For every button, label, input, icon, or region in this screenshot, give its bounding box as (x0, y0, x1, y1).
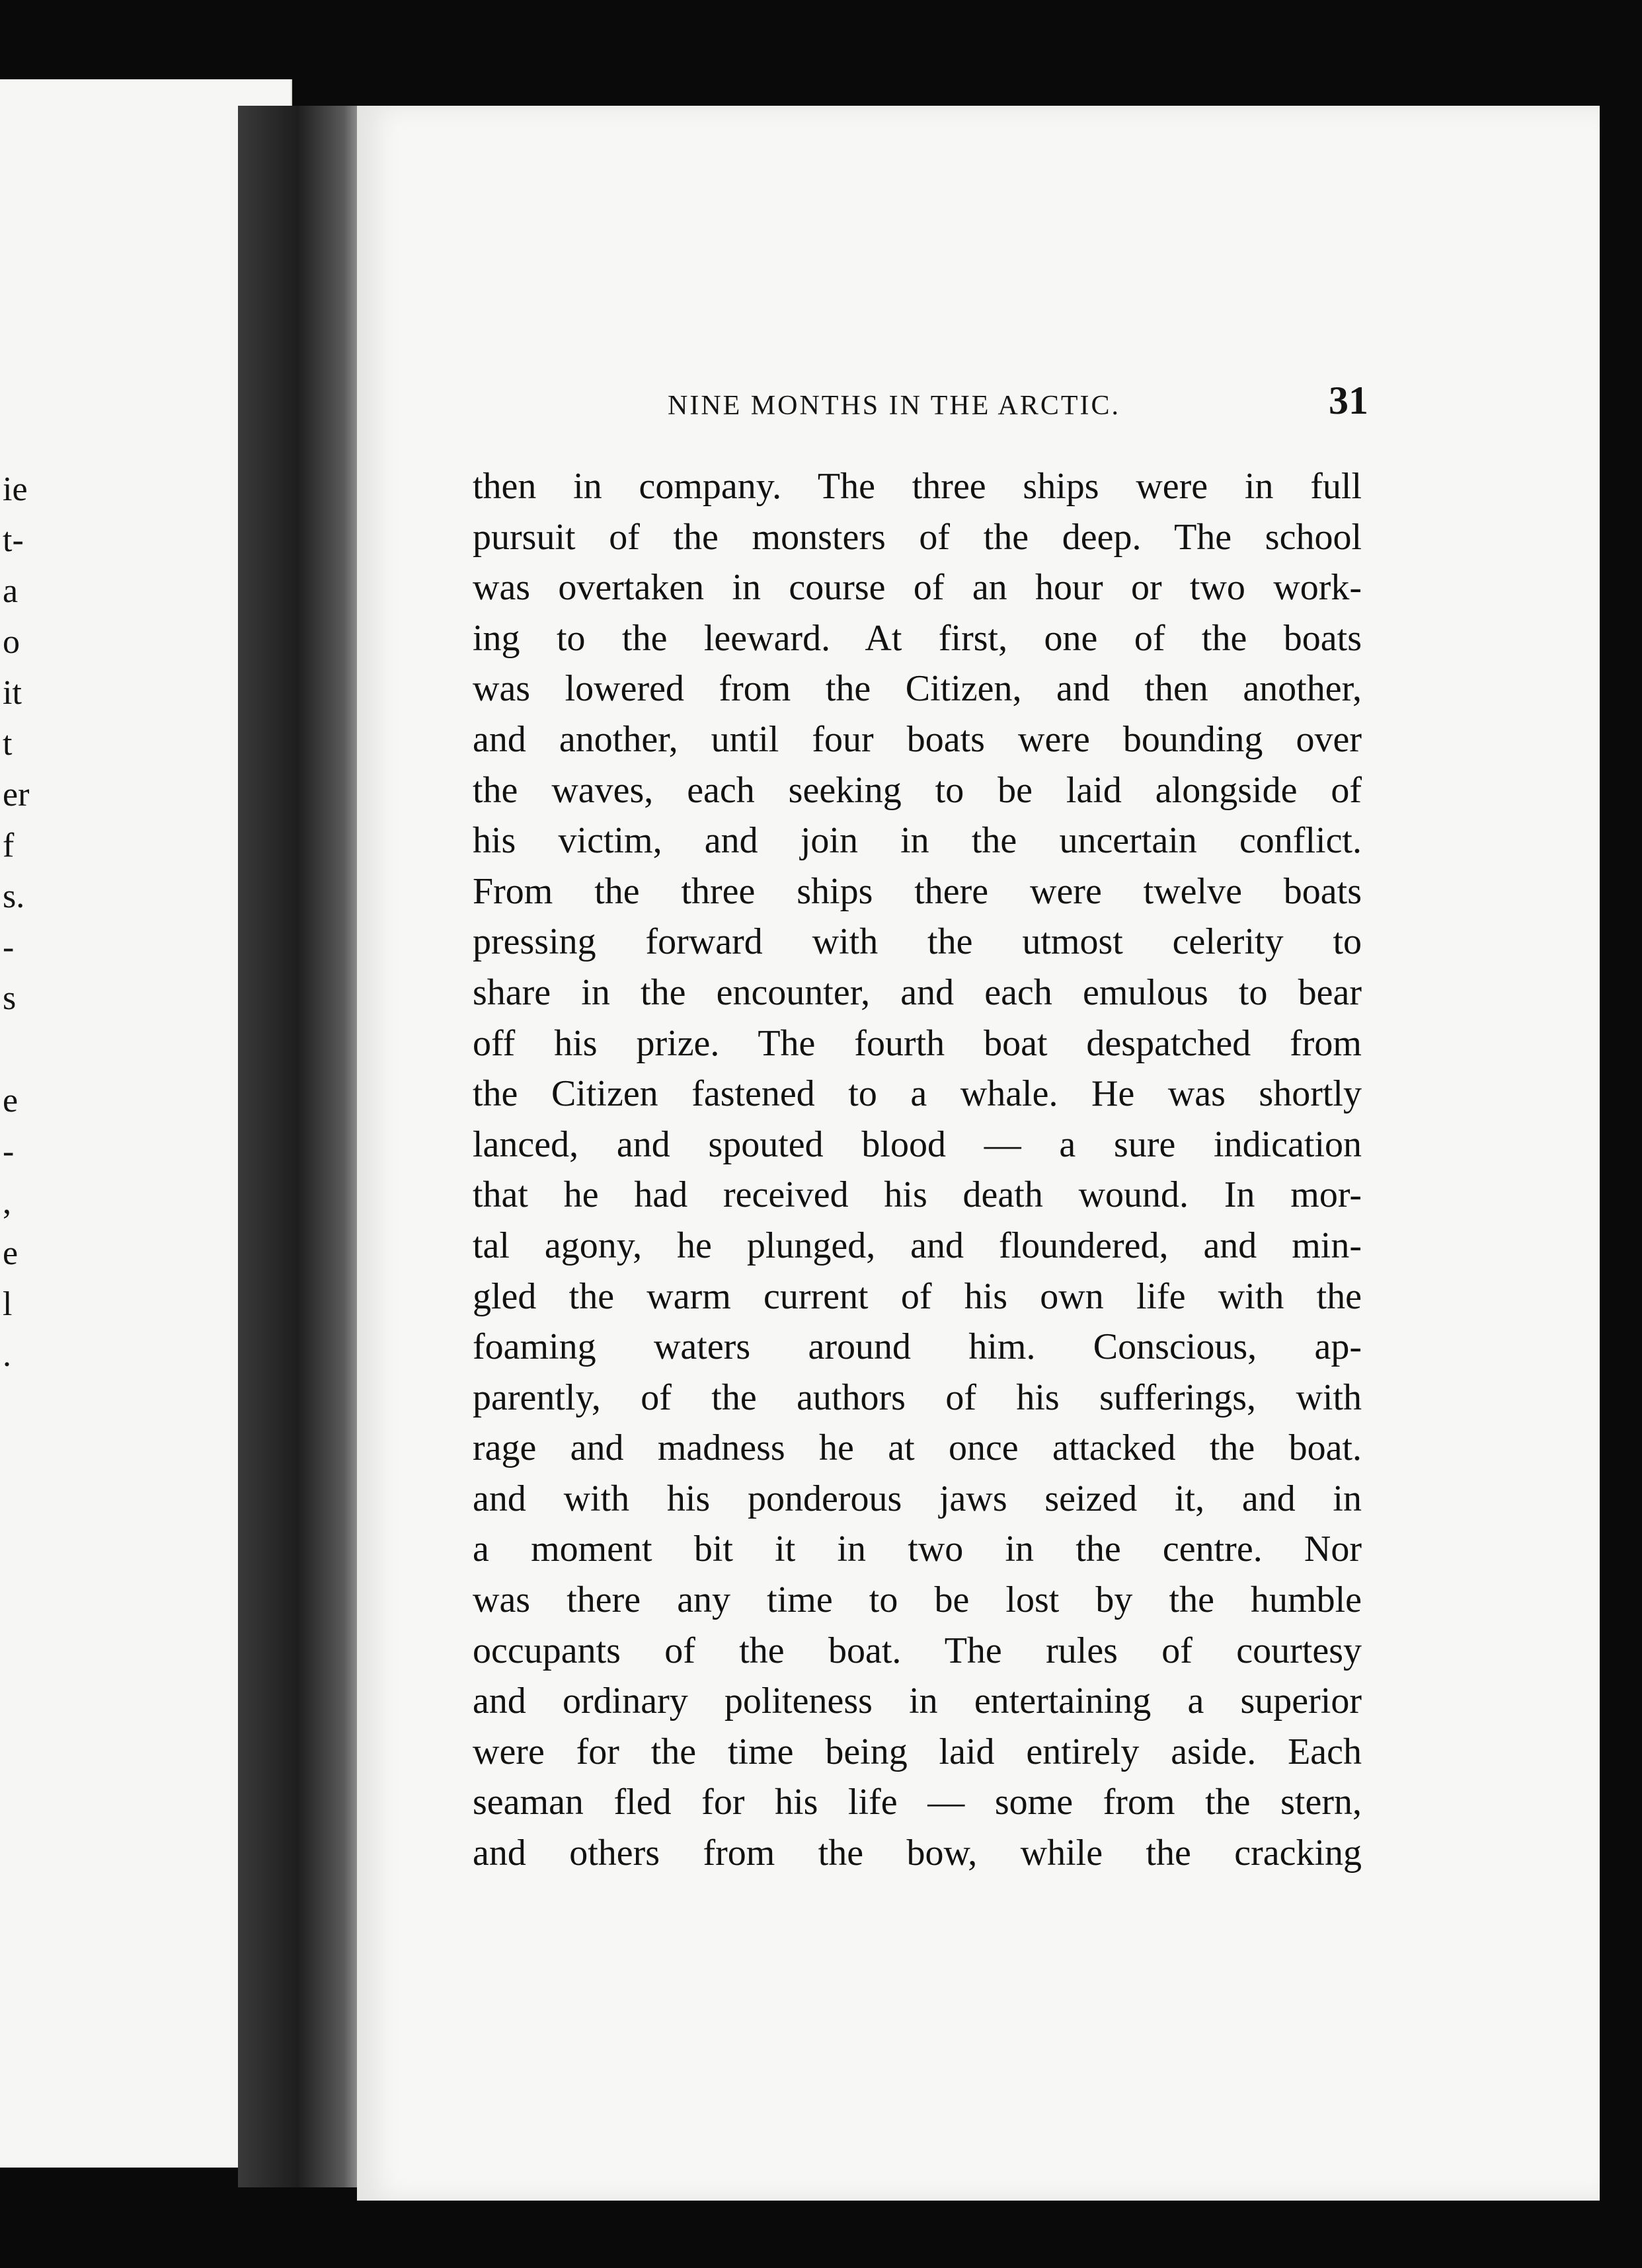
text-line: was overtaken in course of an hour or two work- (473, 567, 1362, 609)
text-line: share in the encounter, and each emulous to bear (473, 971, 1362, 1013)
text-line: parently, of the authors of his sufferings, with (473, 1377, 1362, 1418)
text-line: rage and madness he at once attacked the boat. (473, 1427, 1362, 1469)
fragment: o (3, 623, 20, 661)
fragment: er (3, 776, 30, 813)
fragment: - (3, 928, 15, 966)
page-number: 31 (1329, 379, 1368, 422)
body-text (473, 461, 1362, 1879)
text-line: and another, until four boats were bounding over (473, 718, 1362, 760)
text-line: pressing forward with the utmost celerity to (473, 921, 1362, 963)
text-line: the waves, each seeking to be laid alongside of (473, 769, 1362, 811)
text-line: occupants of the boat. The rules of courtesy (473, 1630, 1362, 1671)
text-line: was lowered from the Citizen, and then another, (473, 668, 1362, 710)
text-line: off his prize. The fourth boat despatched from (473, 1022, 1362, 1064)
fragment: e (3, 1234, 19, 1272)
book-gutter-shadow (238, 106, 370, 2187)
running-head: NINE MONTHS IN THE ARCTIC. (668, 391, 1121, 421)
text-line: pursuit of the monsters of the deep. The school (473, 516, 1362, 558)
text-line: and with his ponderous jaws seized it, and in (473, 1478, 1362, 1519)
text-line: and ordinary politeness in entertaining a superior (473, 1681, 1362, 1722)
text-line: was there any time to be lost by the humble (473, 1579, 1362, 1621)
fragment: l (3, 1285, 13, 1323)
fragment: t- (3, 521, 24, 559)
book-page (357, 106, 1600, 2201)
text-line: the Citizen fastened to a whale. He was shortly (473, 1073, 1362, 1115)
fragment: s. (3, 878, 25, 915)
text-line: that he had received his death wound. In mor- (473, 1174, 1362, 1216)
text-line: then in company. The three ships were in full (473, 466, 1362, 507)
fragment: - (3, 1133, 15, 1170)
fragment: f (3, 827, 15, 864)
fragment: t (3, 725, 13, 763)
fragment: , (3, 1184, 11, 1221)
fragment: it (3, 674, 22, 712)
text-line: foaming waters around him. Conscious, ap- (473, 1326, 1362, 1368)
text-line: From the three ships there were twelve boats (473, 870, 1362, 912)
text-line: were for the time being laid entirely aside. Each (473, 1731, 1362, 1772)
text-line: his victim, and join in the uncertain conflict. (473, 820, 1362, 862)
fragment: a (3, 572, 19, 610)
text-line: ing to the leeward. At first, one of the boats (473, 617, 1362, 659)
fragment: e (3, 1082, 19, 1119)
text-line: a moment bit it in two in the centre. Nor (473, 1529, 1362, 1570)
text-line: lanced, and spouted blood — a sure indication (473, 1123, 1362, 1165)
fragment: ie (3, 471, 28, 508)
text-line: gled the warm current of his own life with the (473, 1275, 1362, 1317)
text-line: tal agony, he plunged, and floundered, and min- (473, 1225, 1362, 1266)
text-line: and others from the bow, while the cracking (473, 1833, 1362, 1874)
text-line: seaman fled for his life — some from the stern, (473, 1782, 1362, 1823)
fragment: . (3, 1336, 11, 1374)
fragment: s (3, 979, 17, 1017)
